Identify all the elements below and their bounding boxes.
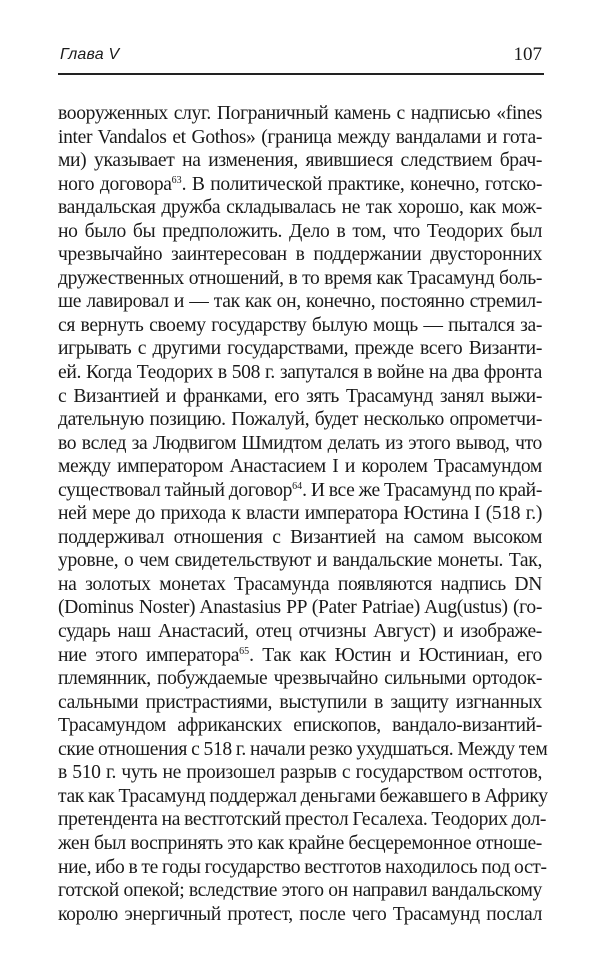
text-line: вооруженных слуг. Пограничный камень с надписью «fines bbox=[58, 103, 542, 124]
body-text bbox=[58, 102, 548, 926]
text-line: чрезвычайно заинтересован в поддержании двусторонних bbox=[58, 244, 542, 266]
text-line: ней мере до прихода к власти императора Юстина I (518 г.) bbox=[58, 503, 542, 525]
header-rule bbox=[58, 73, 544, 75]
text-line: королю энергичный протест, после чего Трасамунд послал bbox=[58, 903, 542, 925]
text-line: ские отношения с 518 г. начали резко ухудшаться. Между тем bbox=[58, 738, 548, 760]
text-line: ся вернуть своему государству былую мощь — пытался за- bbox=[58, 314, 542, 336]
text-line: сударь наш Анастасий, отец отчизны Август) и изображе- bbox=[58, 621, 542, 643]
text-line: (Dominus Noster) Anastasius PP (Pater Patriae) Aug(ustus) (го- bbox=[58, 597, 542, 619]
text-line: дружественных отношений, в то время как Трасамунд боль- bbox=[58, 267, 542, 289]
text-line: дательную позицию. Пожалуй, будет несколько опрометчи- bbox=[58, 409, 542, 431]
text-line: ние, ибо в те годы государство вестготов находилось под ост- bbox=[58, 856, 547, 878]
text-line bbox=[58, 479, 542, 503]
text-segment: . В политической практике, конечно, готско- bbox=[181, 173, 543, 195]
text-line bbox=[58, 173, 542, 197]
text-line: inter Vandalos et Gothos» (граница между вандалами и гота- bbox=[58, 126, 542, 148]
text-line: ше лавировал и — так как он, конечно, постоянно стремил- bbox=[58, 291, 542, 313]
text-line: жен был воспринять это как крайне бесцеремонное отноше- bbox=[58, 832, 542, 854]
text-line: ей. Когда Теодорих в 508 г. запутался в войне на два фронта bbox=[58, 362, 542, 384]
chapter-title: Глава V bbox=[60, 46, 120, 63]
text-line: готской опекой; вследствие этого он направил вандальскому bbox=[58, 880, 542, 902]
text-segment: существовал тайный договор bbox=[58, 479, 293, 501]
text-line: Трасамундом африканских епископов, вандало-византий- bbox=[58, 715, 542, 737]
text-line: игрывать с другими государствами, прежде всего Византи- bbox=[58, 338, 542, 360]
text-line: во вслед за Людвигом Шмидтом делать из этого вывод, что bbox=[58, 432, 542, 454]
page-number: 107 bbox=[513, 44, 542, 65]
text-line: племянник, побуждаемые чрезвычайно сильными ортодок- bbox=[58, 668, 542, 690]
text-segment: ного договора bbox=[58, 173, 172, 195]
text-line: сальными пристрастиями, выступили в защиту изгнанных bbox=[58, 691, 542, 713]
text-line bbox=[58, 644, 542, 668]
text-line: претендента на вестготский престол Гесалеха. Теодорих дол- bbox=[58, 809, 547, 831]
text-line: вандальская дружба складывалась не так хорошо, как мож- bbox=[58, 197, 542, 219]
text-line: поддерживал отношения с Византией на самом высоком bbox=[58, 526, 542, 548]
text-segment: ние этого императора bbox=[58, 644, 240, 666]
text-line: так как Трасамунд поддержал деньгами бежавшего в Африку bbox=[58, 785, 548, 807]
running-head bbox=[60, 44, 542, 72]
text-line: между императором Анастасием I и королем Трасамундом bbox=[58, 456, 542, 478]
text-line: на золотых монетах Трасамунда появляются надпись DN bbox=[58, 573, 542, 595]
text-segment: . Так как Юстин и Юстиниан, его bbox=[249, 644, 542, 666]
footnote-marker: 65 bbox=[239, 645, 250, 657]
text-line: ми) указывает на изменения, явившиеся следствием брач- bbox=[58, 150, 542, 172]
footnote-marker: 63 bbox=[171, 174, 182, 186]
text-line: уровне, о чем свидетельствуют и вандальские монеты. Так, bbox=[58, 550, 542, 572]
text-line: в 510 г. чуть не произошел разрыв с государством остготов, bbox=[58, 762, 542, 784]
text-segment: . И все же Трасамунд по край- bbox=[302, 479, 542, 501]
text-line: с Византией и франками, его зять Трасамунд занял выжи- bbox=[58, 385, 542, 407]
text-line: но было бы предположить. Дело в том, что Теодорих был bbox=[58, 220, 542, 242]
footnote-marker: 64 bbox=[292, 480, 303, 492]
